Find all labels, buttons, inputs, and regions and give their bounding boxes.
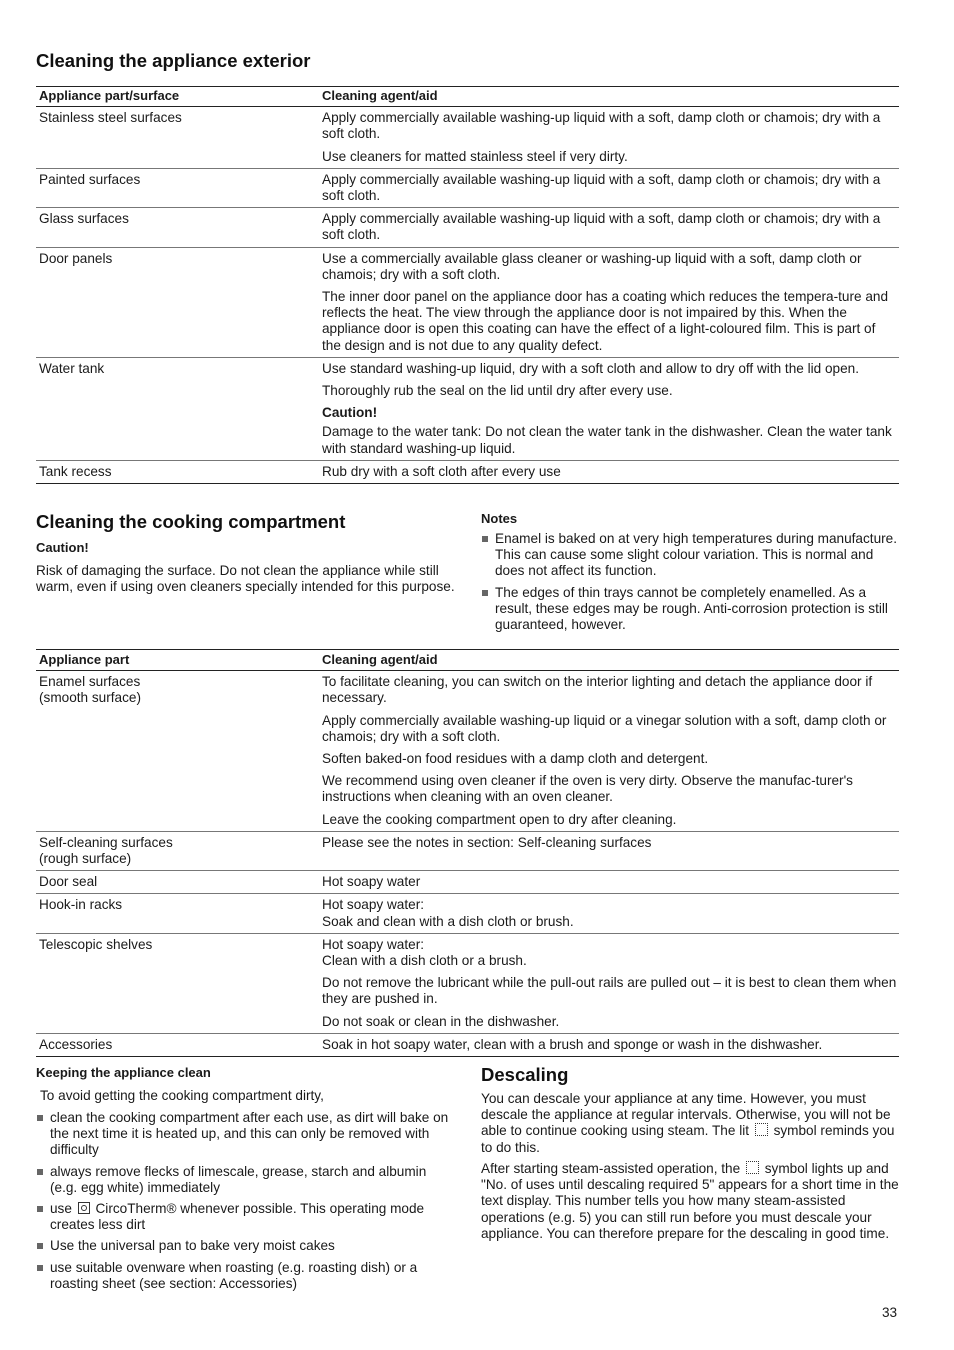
agent-text: Use a commercially available glass cleaner or washing-up liquid with a soft, damp cloth or chamois; dry with a soft cloth. xyxy=(322,250,862,282)
agent-text: Please see the notes in section: Self-cleaning surfaces xyxy=(322,834,652,850)
agent-cell xyxy=(322,874,899,890)
table-row xyxy=(36,832,899,871)
agent-text: Thoroughly rub the seal on the lid until dry after every use. xyxy=(322,383,673,399)
exterior-col-part: Appliance part/surface xyxy=(39,88,180,103)
part-line: Telescopic shelves xyxy=(39,936,153,952)
caution-text: Damage to the water tank: Do not clean the water tank in the dishwasher. Clean the water tank with standard washing-up liquid. xyxy=(322,424,892,456)
bullet-icon xyxy=(37,1115,43,1121)
part-cell xyxy=(36,674,322,828)
list-item: Use the universal pan to bake very moist cakes xyxy=(36,1238,456,1254)
agent-text: Apply commercially available washing-up liquid with a soft, damp cloth or chamois; dry with a soft cloth. xyxy=(322,211,881,243)
agent-text: Apply commercially available washing-up liquid with a soft, damp cloth or chamois; dry with a soft cloth. xyxy=(322,110,881,142)
bullet-icon xyxy=(37,1265,43,1271)
table-row xyxy=(36,1034,899,1057)
cooking-caution-text: Risk of damaging the surface. Do not clean the appliance while still warm, even if using oven cleaners specially intended for this purpose. xyxy=(36,563,455,595)
part-line: Self-cleaning surfaces xyxy=(39,834,173,850)
table-row xyxy=(36,107,899,169)
agent-cell xyxy=(322,251,899,354)
agent-text: Hot soapy water xyxy=(322,874,421,890)
table-row xyxy=(36,894,899,933)
cooking-table-header xyxy=(36,650,899,671)
agent-cell xyxy=(322,211,899,243)
table-row xyxy=(36,169,899,208)
bullet-icon xyxy=(482,536,488,542)
list-item: clean the cooking compartment after each use, as dirt will bake on the next time it is heated up, and this can only be removed with difficulty xyxy=(36,1110,456,1159)
list-item: Enamel is baked on at very high temperatures during manufacture. This can cause some slight colour variation. This is normal and does not affect its function. xyxy=(481,531,899,580)
exterior-table-header xyxy=(36,87,899,107)
agent-text: Hot soapy water: xyxy=(322,897,424,913)
agent-cell xyxy=(322,464,899,480)
list-item: use CircoTherm® whenever possible. This operating mode creates less dirt xyxy=(36,1201,456,1233)
list-item: use suitable ovenware when roasting (e.g. roasting dish) or a roasting sheet (see section: Accessories) xyxy=(36,1260,456,1292)
part-cell xyxy=(36,897,322,929)
agent-text: Soak in hot soapy water, clean with a brush and sponge or wash in the dishwasher. xyxy=(322,1036,823,1052)
bullet-icon xyxy=(37,1243,43,1249)
agent-text: Hot soapy water: Clean with a dish cloth or a brush. xyxy=(322,936,527,969)
agent-text: Use cleaners for matted stainless steel if very dirty. xyxy=(322,148,628,164)
descaling-icon xyxy=(755,1123,768,1136)
part-cell xyxy=(36,937,322,1030)
list-item: The edges of thin trays cannot be completely enamelled. As a result, these edges may be rough. Anti-corrosion protection is still guaranteed, however. xyxy=(481,585,899,634)
keeping-list xyxy=(36,1110,456,1297)
cooking-caution-label: Caution! xyxy=(36,540,89,555)
agent-text: Use standard washing-up liquid, dry with a soft cloth and allow to dry off with the lid open. xyxy=(322,360,859,376)
agent-cell xyxy=(322,110,899,165)
agent-cell xyxy=(322,172,899,204)
agent-cell xyxy=(322,674,899,828)
part-cell: Painted surfaces xyxy=(39,171,141,187)
agent-text: Apply commercially available washing-up liquid or a vinegar solution with a soft, damp cloth or chamois; dry with a soft cloth. xyxy=(322,712,887,744)
agent-text: Do not remove the lubricant while the pull-out rails are pulled out – it is best to clean them when they are pushed in. xyxy=(322,975,897,1007)
agent-text: Leave the cooking compartment open to dry after cleaning. xyxy=(322,811,677,827)
notes-label: Notes xyxy=(481,511,518,526)
descaling-heading: Descaling xyxy=(481,1064,569,1085)
agent-text: Do not soak or clean in the dishwasher. xyxy=(322,1013,560,1029)
table-row xyxy=(36,671,899,832)
agent-cell xyxy=(322,1037,899,1053)
list-item: always remove flecks of limescale, grease, starch and albumin (e.g. egg white) immediately xyxy=(36,1164,456,1196)
bullet-icon xyxy=(37,1206,43,1212)
agent-cell xyxy=(322,361,899,457)
descaling-para-2: After starting steam-assisted operation, the symbol lights up and "No. of uses until descaling required 5" appears for a short time in the text display. This number tells you how many steam-assisted operations (e.g. 5) you can still run before you must descale your appliance. You can therefore prepare for the descaling in good time. xyxy=(481,1161,899,1241)
agent-text: Soak and clean with a dish cloth or brush. xyxy=(322,913,574,929)
page-number: 33 xyxy=(882,1305,898,1320)
agent-text: To facilitate cleaning, you can switch on the interior lighting and detach the appliance door if necessary. xyxy=(322,674,873,706)
part-line: (smooth surface) xyxy=(39,690,141,706)
part-line: Accessories xyxy=(39,1036,113,1052)
bullet-icon xyxy=(482,590,488,596)
part-cell: Door panels xyxy=(39,250,113,266)
agent-text: We recommend using oven cleaner if the oven is very dirty. Observe the manufac-turer's instructions when cleaning with an oven cleaner. xyxy=(322,773,853,805)
table-row xyxy=(36,461,899,484)
part-line: (rough surface) xyxy=(39,851,132,867)
part-cell xyxy=(36,1037,322,1053)
agent-text: Soften baked-on food residues with a damp cloth and detergent. xyxy=(322,751,709,767)
cooking-table xyxy=(36,649,899,1057)
agent-text: Rub dry with a soft cloth after every use xyxy=(322,463,561,479)
table-row xyxy=(36,358,899,461)
table-row xyxy=(36,248,899,358)
exterior-table xyxy=(36,86,899,484)
descaling-para-1: You can descale your appliance at any time. However, you must descale the appliance at regular intervals. Otherwise, you will not be able to continue cooking using steam. The lit symbol reminds you to do this. xyxy=(481,1091,895,1155)
agent-cell xyxy=(322,937,899,1030)
part-cell: Stainless steel surfaces xyxy=(39,110,182,126)
cooking-col-part: Appliance part xyxy=(39,652,130,667)
part-cell: Glass surfaces xyxy=(39,211,129,227)
part-cell xyxy=(36,835,322,867)
part-cell xyxy=(36,874,322,890)
exterior-heading: Cleaning the appliance exterior xyxy=(36,50,311,71)
cooking-heading: Cleaning the cooking compartment xyxy=(36,511,346,532)
keeping-intro: To avoid getting the cooking compartment dirty, xyxy=(40,1088,324,1103)
table-row xyxy=(36,208,899,247)
table-row xyxy=(36,871,899,894)
cooking-table-body xyxy=(36,671,899,1057)
descaling-icon xyxy=(746,1161,759,1174)
circotherm-icon xyxy=(78,1202,90,1214)
part-line: Enamel surfaces xyxy=(39,674,141,690)
part-line: Hook-in racks xyxy=(39,897,123,913)
part-line: Door seal xyxy=(39,874,98,890)
part-cell: Water tank xyxy=(39,360,105,376)
agent-cell xyxy=(322,897,899,929)
exterior-table-body xyxy=(36,107,899,484)
agent-text: Apply commercially available washing-up liquid with a soft, damp cloth or chamois; dry with a soft cloth. xyxy=(322,171,881,204)
notes-list xyxy=(481,531,899,638)
table-row xyxy=(36,934,899,1034)
agent-cell xyxy=(322,835,899,867)
bullet-icon xyxy=(37,1169,43,1175)
caution-label: Caution! xyxy=(322,405,378,421)
exterior-col-agent: Cleaning agent/aid xyxy=(322,88,438,103)
part-cell: Tank recess xyxy=(39,463,112,479)
agent-text: The inner door panel on the appliance door has a coating which reduces the tempera-ture and reflects the heat. The view through the appliance door is not impaired by this. When the appliance door is open this coating can have the effect of a light-coloured film. This is part of the design and is not due to any quality defect. xyxy=(322,289,889,353)
cooking-col-agent: Cleaning agent/aid xyxy=(322,652,438,667)
keeping-heading: Keeping the appliance clean xyxy=(36,1065,211,1080)
